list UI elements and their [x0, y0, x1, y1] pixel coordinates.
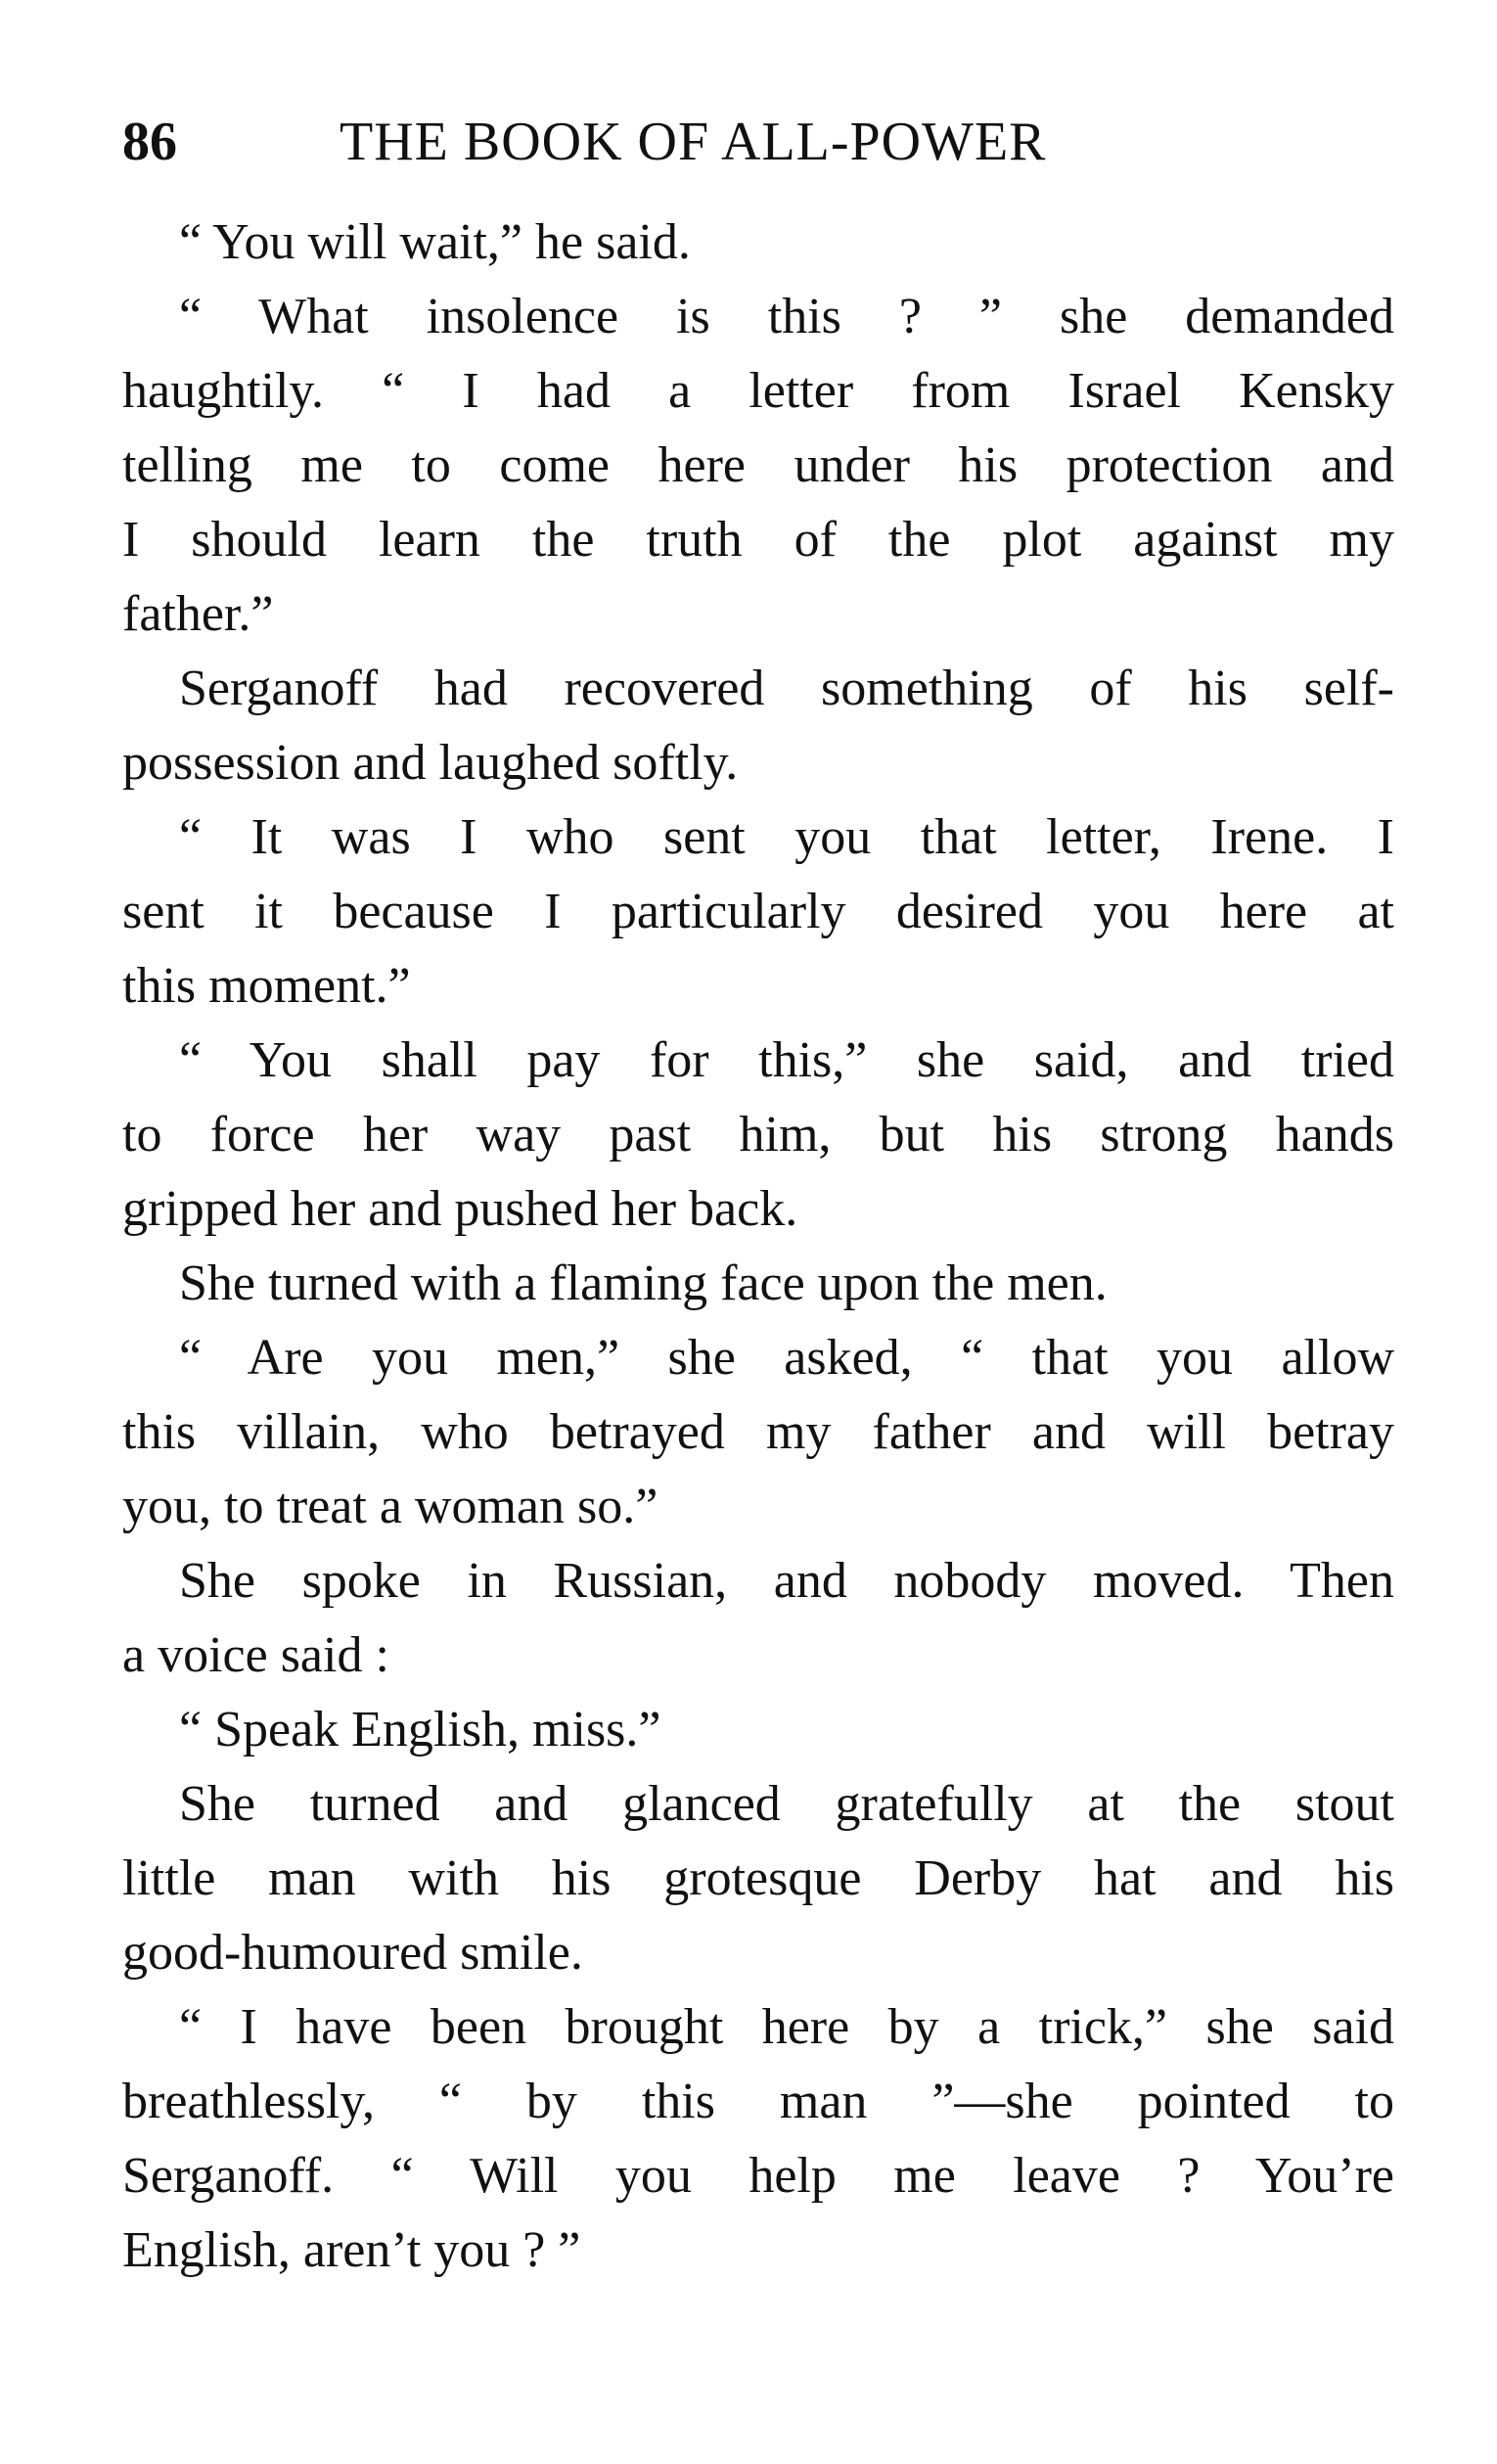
text-line: gripped her and pushed her back. — [122, 1181, 798, 1237]
text-line: English, aren’t you ? ” — [122, 2222, 581, 2278]
text-line: “ I have been brought here by a trick,” she said — [179, 1999, 1394, 2055]
text-line: She spoke in Russian, and nobody moved. Then — [179, 1553, 1394, 1609]
text-line: Serganoff. “ Will you help me leave ? You’re — [122, 2148, 1394, 2204]
text-line: telling me to come here under his protection and — [122, 437, 1394, 493]
text-line: little man with his grotesque Derby hat and his — [122, 1850, 1394, 1906]
text-line: Serganoff had recovered something of his self- — [179, 661, 1394, 716]
text-line: I should learn the truth of the plot against my — [122, 512, 1394, 568]
text-line: possession and laughed softly. — [122, 735, 739, 791]
text-line: good-humoured smile. — [122, 1925, 583, 1981]
text-line: “ Speak English, miss.” — [179, 1702, 661, 1757]
page-header — [122, 108, 1257, 176]
text-line: “ What insolence is this ? ” she demanded — [179, 289, 1394, 344]
text-line: sent it because I particularly desired you here at — [122, 884, 1394, 939]
text-line: this moment.” — [122, 958, 411, 1014]
text-line: She turned with a flaming face upon the men. — [179, 1255, 1108, 1311]
text-line: “ You shall pay for this,” she said, and tried — [179, 1032, 1394, 1088]
text-line: you, to treat a woman so.” — [122, 1479, 658, 1534]
text-line: breathlessly, “ by this man ”—she pointed to — [122, 2074, 1394, 2129]
page-body — [122, 205, 1394, 2288]
running-title: THE BOOK OF ALL-POWER — [340, 112, 1047, 172]
page-number: 86 — [122, 112, 177, 172]
text-line: “ Are you men,” she asked, “ that you allow — [179, 1330, 1394, 1386]
text-line: haughtily. “ I had a letter from Israel Kensky — [122, 363, 1394, 419]
text-line: “ It was I who sent you that letter, Irene. I — [179, 809, 1394, 865]
text-line: a voice said : — [122, 1627, 389, 1683]
text-line: father.” — [122, 586, 274, 642]
text-line: “ You will wait,” he said. — [179, 214, 691, 270]
text-line: She turned and glanced gratefully at the stout — [179, 1776, 1394, 1832]
text-line: this villain, who betrayed my father and will betray — [122, 1404, 1394, 1460]
text-line: to force her way past him, but his strong hands — [122, 1107, 1394, 1163]
